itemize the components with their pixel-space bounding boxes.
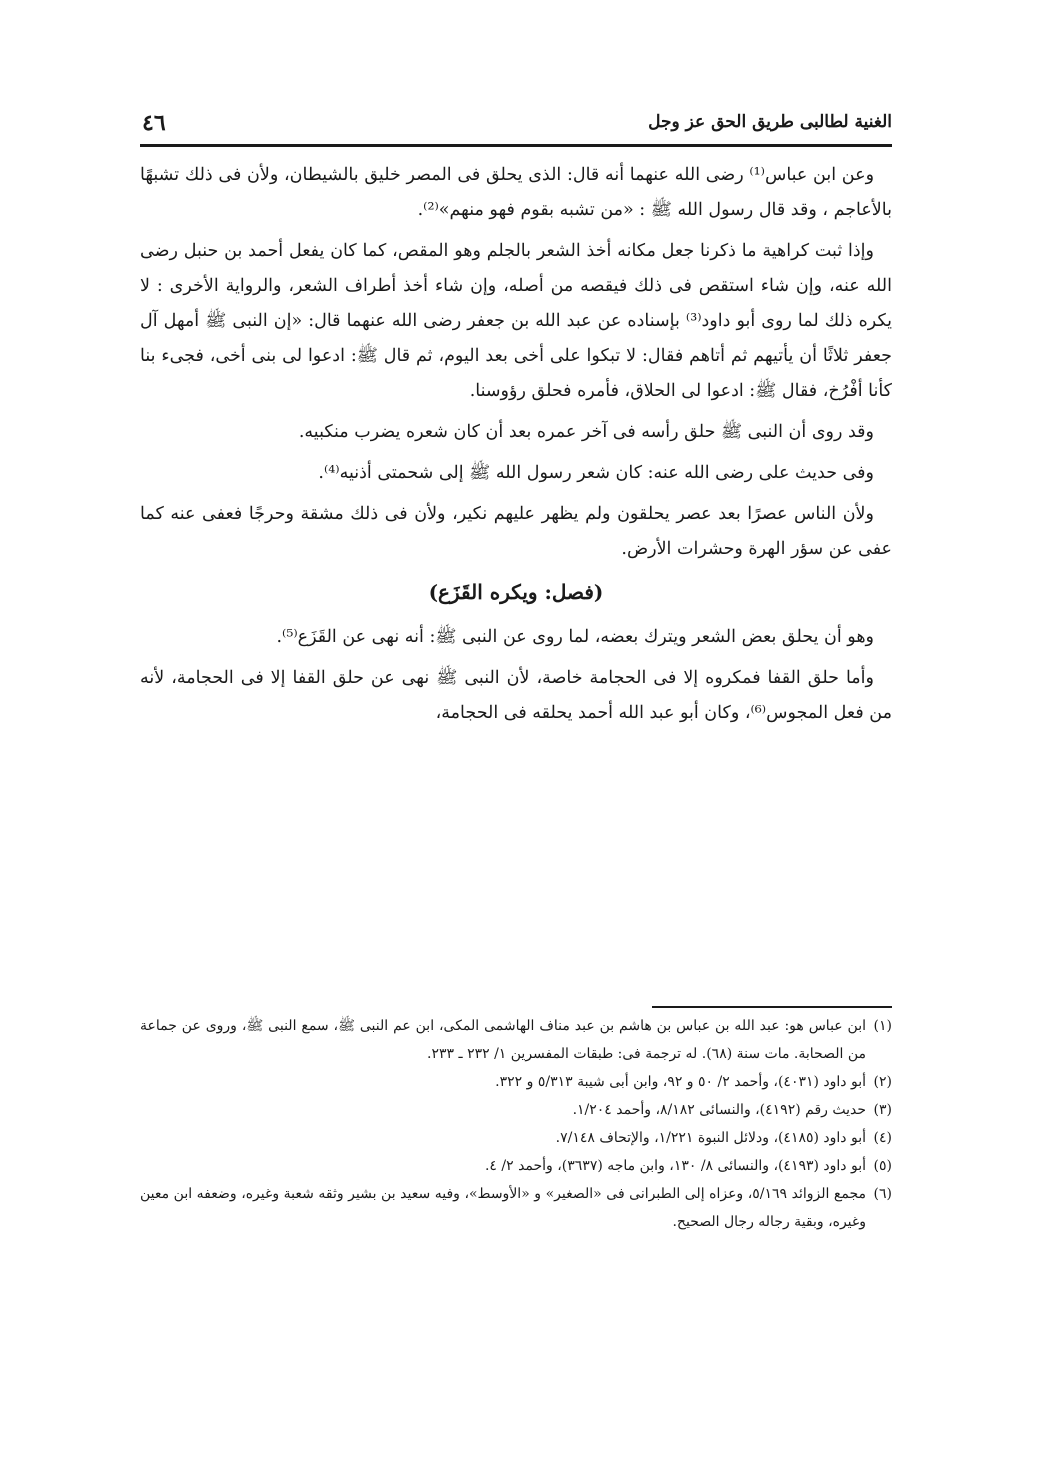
footnote-number: (٥) [873,1158,892,1174]
footnote [140,1180,892,1236]
footnote-text: أبو داود (٤١٨٥)، ودلائل النبوة ١/٢٢١، والإتحاف ٧/١٤٨. [555,1130,866,1146]
paragraph: وإذا ثبت كراهية ما ذكرنا جعل مكانه أخذ الشعر بالجلم وهو المقص، كما كان يفعل أحمد بن حنبل رضى الله عنه، وإن شاء استقص فى ذلك فيقصه من أصله، وإن شاء أخذ أطراف الشعر، والرواية الأخرى : لا يكره ذلك لما روى أبو داود⁽³⁾ بإسناده عن عبد الله بن جعفر رضى الله عنهما قال: «إن النبى ﷺ أمهل آل جعفر ثلاثًا أن يأتيهم ثم أتاهم فقال: لا تبكوا على أخى بعد اليوم، ثم قال ﷺ: ادعوا لى بنى أخى، فجىء بنا كأنا أفْرُخ، فقال ﷺ: ادعوا لى الحلاق، فأمره فحلق رؤوسنا. [140,241,893,401]
header-rule [140,144,892,147]
paragraph: وعن ابن عباس⁽¹⁾ رضى الله عنهما أنه قال: الذى يحلق فى المصر خليق بالشيطان، ولأن فى ذلك تشبهًا بالأعاجم ، وقد قال رسول الله ﷺ : «من تشبه بقوم فهو منهم»⁽²⁾. [140,165,892,220]
footnote-text: حديث رقم (٤١٩٢)، والنسائى ٨/١٨٢، وأحمد ١/٢٠٤. [572,1102,866,1118]
footnote-number: (٣) [873,1102,892,1118]
paragraph: وفى حديث على رضى الله عنه: كان شعر رسول الله ﷺ إلى شحمتى أذنيه⁽⁴⁾. [318,463,874,483]
footnote-rule [652,1006,892,1008]
footnote [140,1068,892,1096]
main-text [140,158,892,737]
book-title: الغنية لطالبى طريق الحق عز وجل [648,112,892,132]
paragraph: وأما حلق القفا فمكروه إلا فى الحجامة خاصة، لأن النبى ﷺ نهى عن حلق القفا إلا فى الحجامة، لأنه من فعل المجوس⁽⁶⁾، وكان أبو عبد الله أحمد يحلقه فى الحجامة، [140,668,892,723]
footnote [140,1152,892,1180]
footnote-number: (٤) [873,1130,892,1146]
page-number: ٤٦ [142,110,166,136]
paragraph: وهو أن يحلق بعض الشعر ويترك بعضه، لما روى عن النبى ﷺ: أنه نهى عن القَزَع⁽⁵⁾. [276,627,874,647]
footnote-number: (٦) [873,1186,893,1202]
footnote-number: (٢) [873,1074,892,1090]
footnote [140,1096,892,1124]
footnote-text: مجمع الزوائد ٥/١٦٩، وعزاه إلى الطبرانى فى «الصغير» و «الأوسط»، وفيه سعيد بن بشير وثقه شعبة وغيره، وضعفه ابن معين وغيره، وبقية رجاله رجال الصحيح. [140,1186,867,1230]
section-title: (فصل: ويكره القَزَع) [428,580,604,604]
footnotes [140,1012,892,1236]
footnote-text: أبو داود (٤٠٣١)، وأحمد ٢/ ٥٠ و ٩٢، وابن أبى شيبة ٥/٣١٣ و ٣٢٢. [495,1074,866,1090]
footnote [140,1124,892,1152]
paragraph: وقد روى أن النبى ﷺ حلق رأسه فى آخر عمره بعد أن كان شعره يضرب منكبيه. [298,422,874,442]
footnote-number: (١) [873,1018,892,1034]
footnote-text: أبو داود (٤١٩٣)، والنسائى ٨/ ١٣٠، وابن ماجه (٣٦٣٧)، وأحمد ٢/ ٤. [484,1158,866,1174]
paragraph: ولأن الناس عصرًا بعد عصر يحلقون ولم يظهر عليهم نكير، ولأن فى ذلك مشقة وحرجًا فعفى عنه كما عفى عن سؤر الهرة وحشرات الأرض. [140,504,892,559]
running-header [140,112,892,142]
footnote-text: ابن عباس هو: عبد الله بن عباس بن هاشم بن عبد مناف الهاشمى المكى، ابن عم النبى ﷺ، سمع النبى ﷺ، وروى عن جماعة من الصحابة. مات سنة (٦٨). له ترجمة فى: طبقات المفسرين ١/ ٢٣٢ ـ ٢٣٣. [140,1018,866,1062]
footnote [140,1012,892,1068]
